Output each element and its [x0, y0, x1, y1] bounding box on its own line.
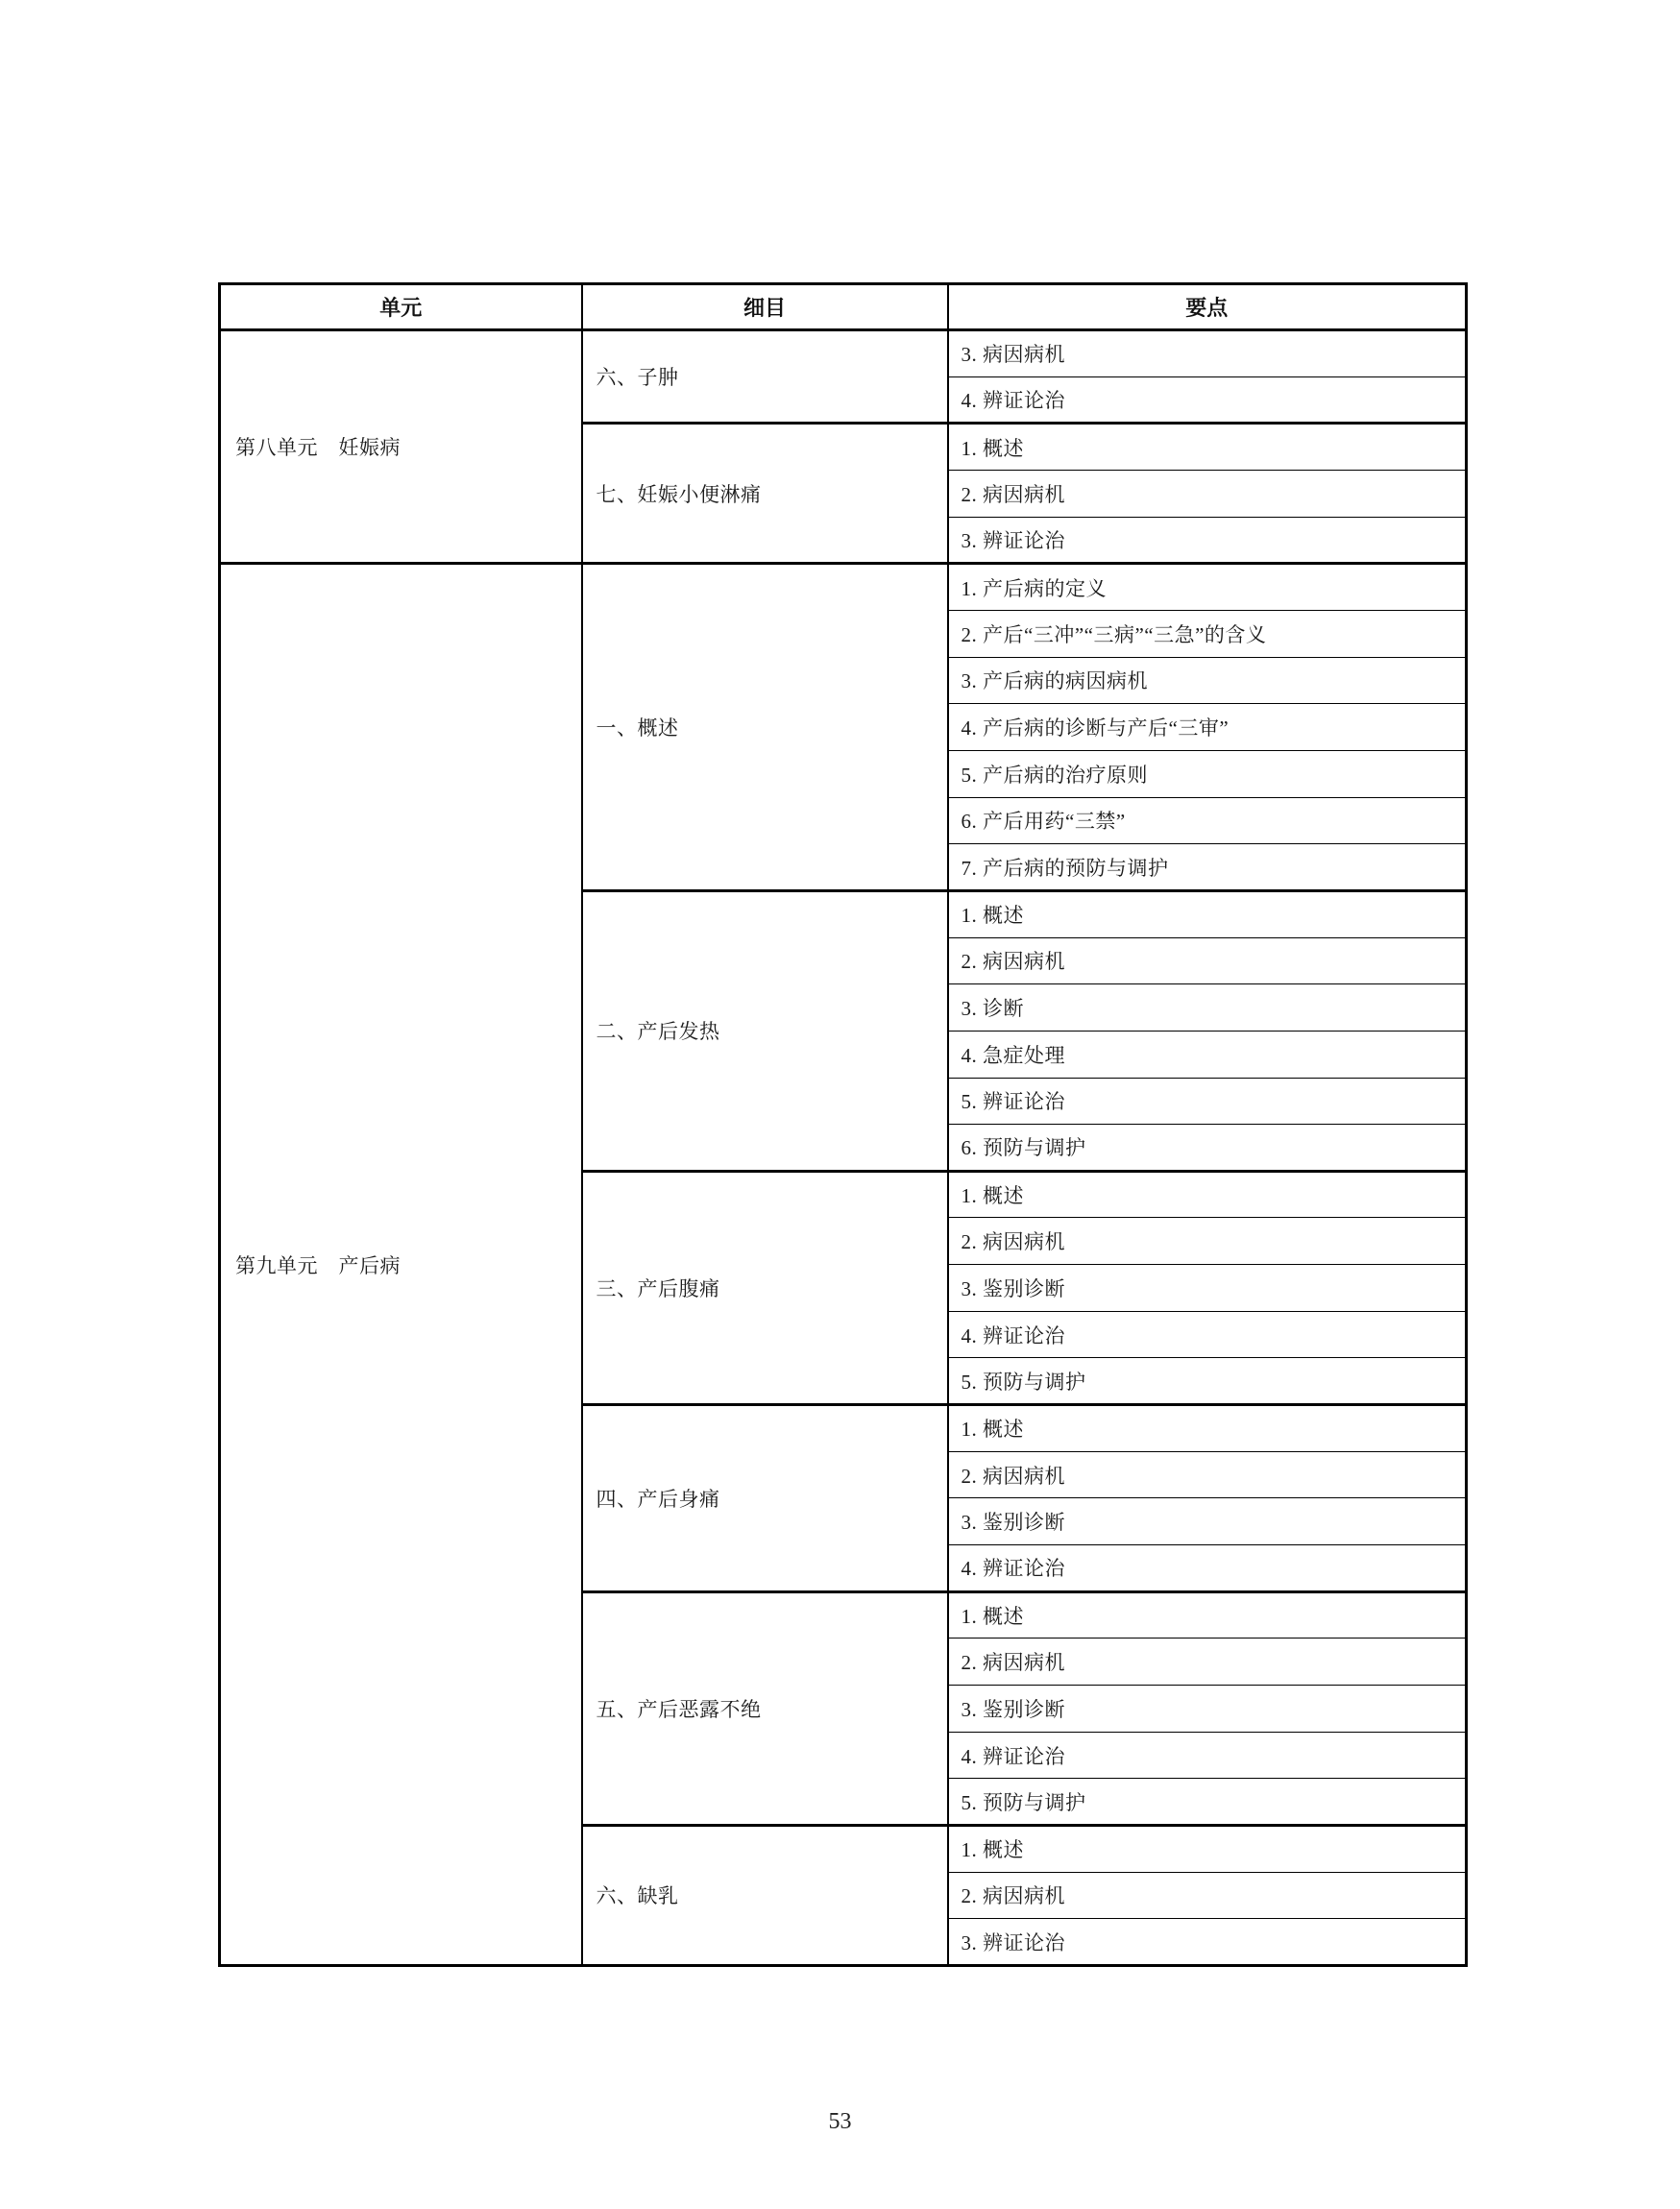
point-cell: 2. 产后“三冲”“三病”“三急”的含义 [948, 610, 1467, 657]
column-header-unit: 单元 [220, 284, 582, 330]
syllabus-table [218, 282, 1468, 1967]
subsection-cell: 六、子肿 [582, 330, 948, 424]
point-cell: 3. 病因病机 [948, 330, 1467, 377]
subsection-cell: 一、概述 [582, 564, 948, 891]
point-cell: 1. 概述 [948, 1826, 1467, 1873]
point-cell: 2. 病因病机 [948, 1451, 1467, 1498]
table-row [220, 564, 1467, 611]
point-cell: 3. 产后病的病因病机 [948, 657, 1467, 704]
point-cell: 1. 概述 [948, 890, 1467, 937]
page-number: 53 [828, 2109, 852, 2134]
point-cell: 2. 病因病机 [948, 937, 1467, 984]
point-cell: 4. 辨证论治 [948, 1732, 1467, 1779]
point-cell: 2. 病因病机 [948, 1218, 1467, 1265]
unit-cell: 第八单元 妊娠病 [220, 330, 582, 564]
point-cell: 3. 鉴别诊断 [948, 1686, 1467, 1733]
point-cell: 5. 预防与调护 [948, 1779, 1467, 1826]
table-body [220, 330, 1467, 1966]
point-cell: 4. 产后病的诊断与产后“三审” [948, 704, 1467, 751]
point-cell: 6. 产后用药“三禁” [948, 797, 1467, 844]
point-cell: 2. 病因病机 [948, 1872, 1467, 1919]
point-cell: 1. 概述 [948, 424, 1467, 471]
point-cell: 4. 急症处理 [948, 1031, 1467, 1078]
point-cell: 1. 产后病的定义 [948, 564, 1467, 611]
unit-cell: 第九单元 产后病 [220, 564, 582, 1966]
table-row [220, 330, 1467, 377]
subsection-cell: 二、产后发热 [582, 890, 948, 1171]
point-cell: 2. 病因病机 [948, 1639, 1467, 1686]
point-cell: 6. 预防与调护 [948, 1125, 1467, 1172]
point-cell: 5. 产后病的治疗原则 [948, 750, 1467, 797]
column-header-points: 要点 [948, 284, 1467, 330]
point-cell: 1. 概述 [948, 1405, 1467, 1452]
point-cell: 2. 病因病机 [948, 470, 1467, 517]
point-cell: 7. 产后病的预防与调护 [948, 844, 1467, 891]
subsection-cell: 六、缺乳 [582, 1826, 948, 1966]
point-cell: 3. 诊断 [948, 984, 1467, 1032]
point-cell: 3. 辨证论治 [948, 1919, 1467, 1966]
point-cell: 4. 辨证论治 [948, 1545, 1467, 1592]
point-cell: 4. 辨证论治 [948, 376, 1467, 424]
subsection-cell: 四、产后身痛 [582, 1405, 948, 1592]
subsection-cell: 三、产后腹痛 [582, 1171, 948, 1404]
subsection-cell: 七、妊娠小便淋痛 [582, 424, 948, 564]
point-cell: 1. 概述 [948, 1591, 1467, 1639]
subsection-cell: 五、产后恶露不绝 [582, 1591, 948, 1825]
syllabus-table-container [218, 282, 1465, 1967]
header-row [220, 284, 1467, 330]
point-cell: 3. 鉴别诊断 [948, 1498, 1467, 1545]
point-cell: 1. 概述 [948, 1171, 1467, 1218]
point-cell: 3. 鉴别诊断 [948, 1265, 1467, 1312]
point-cell: 4. 辨证论治 [948, 1311, 1467, 1358]
point-cell: 5. 预防与调护 [948, 1358, 1467, 1405]
point-cell: 3. 辨证论治 [948, 517, 1467, 564]
column-header-item: 细目 [582, 284, 948, 330]
point-cell: 5. 辨证论治 [948, 1078, 1467, 1125]
